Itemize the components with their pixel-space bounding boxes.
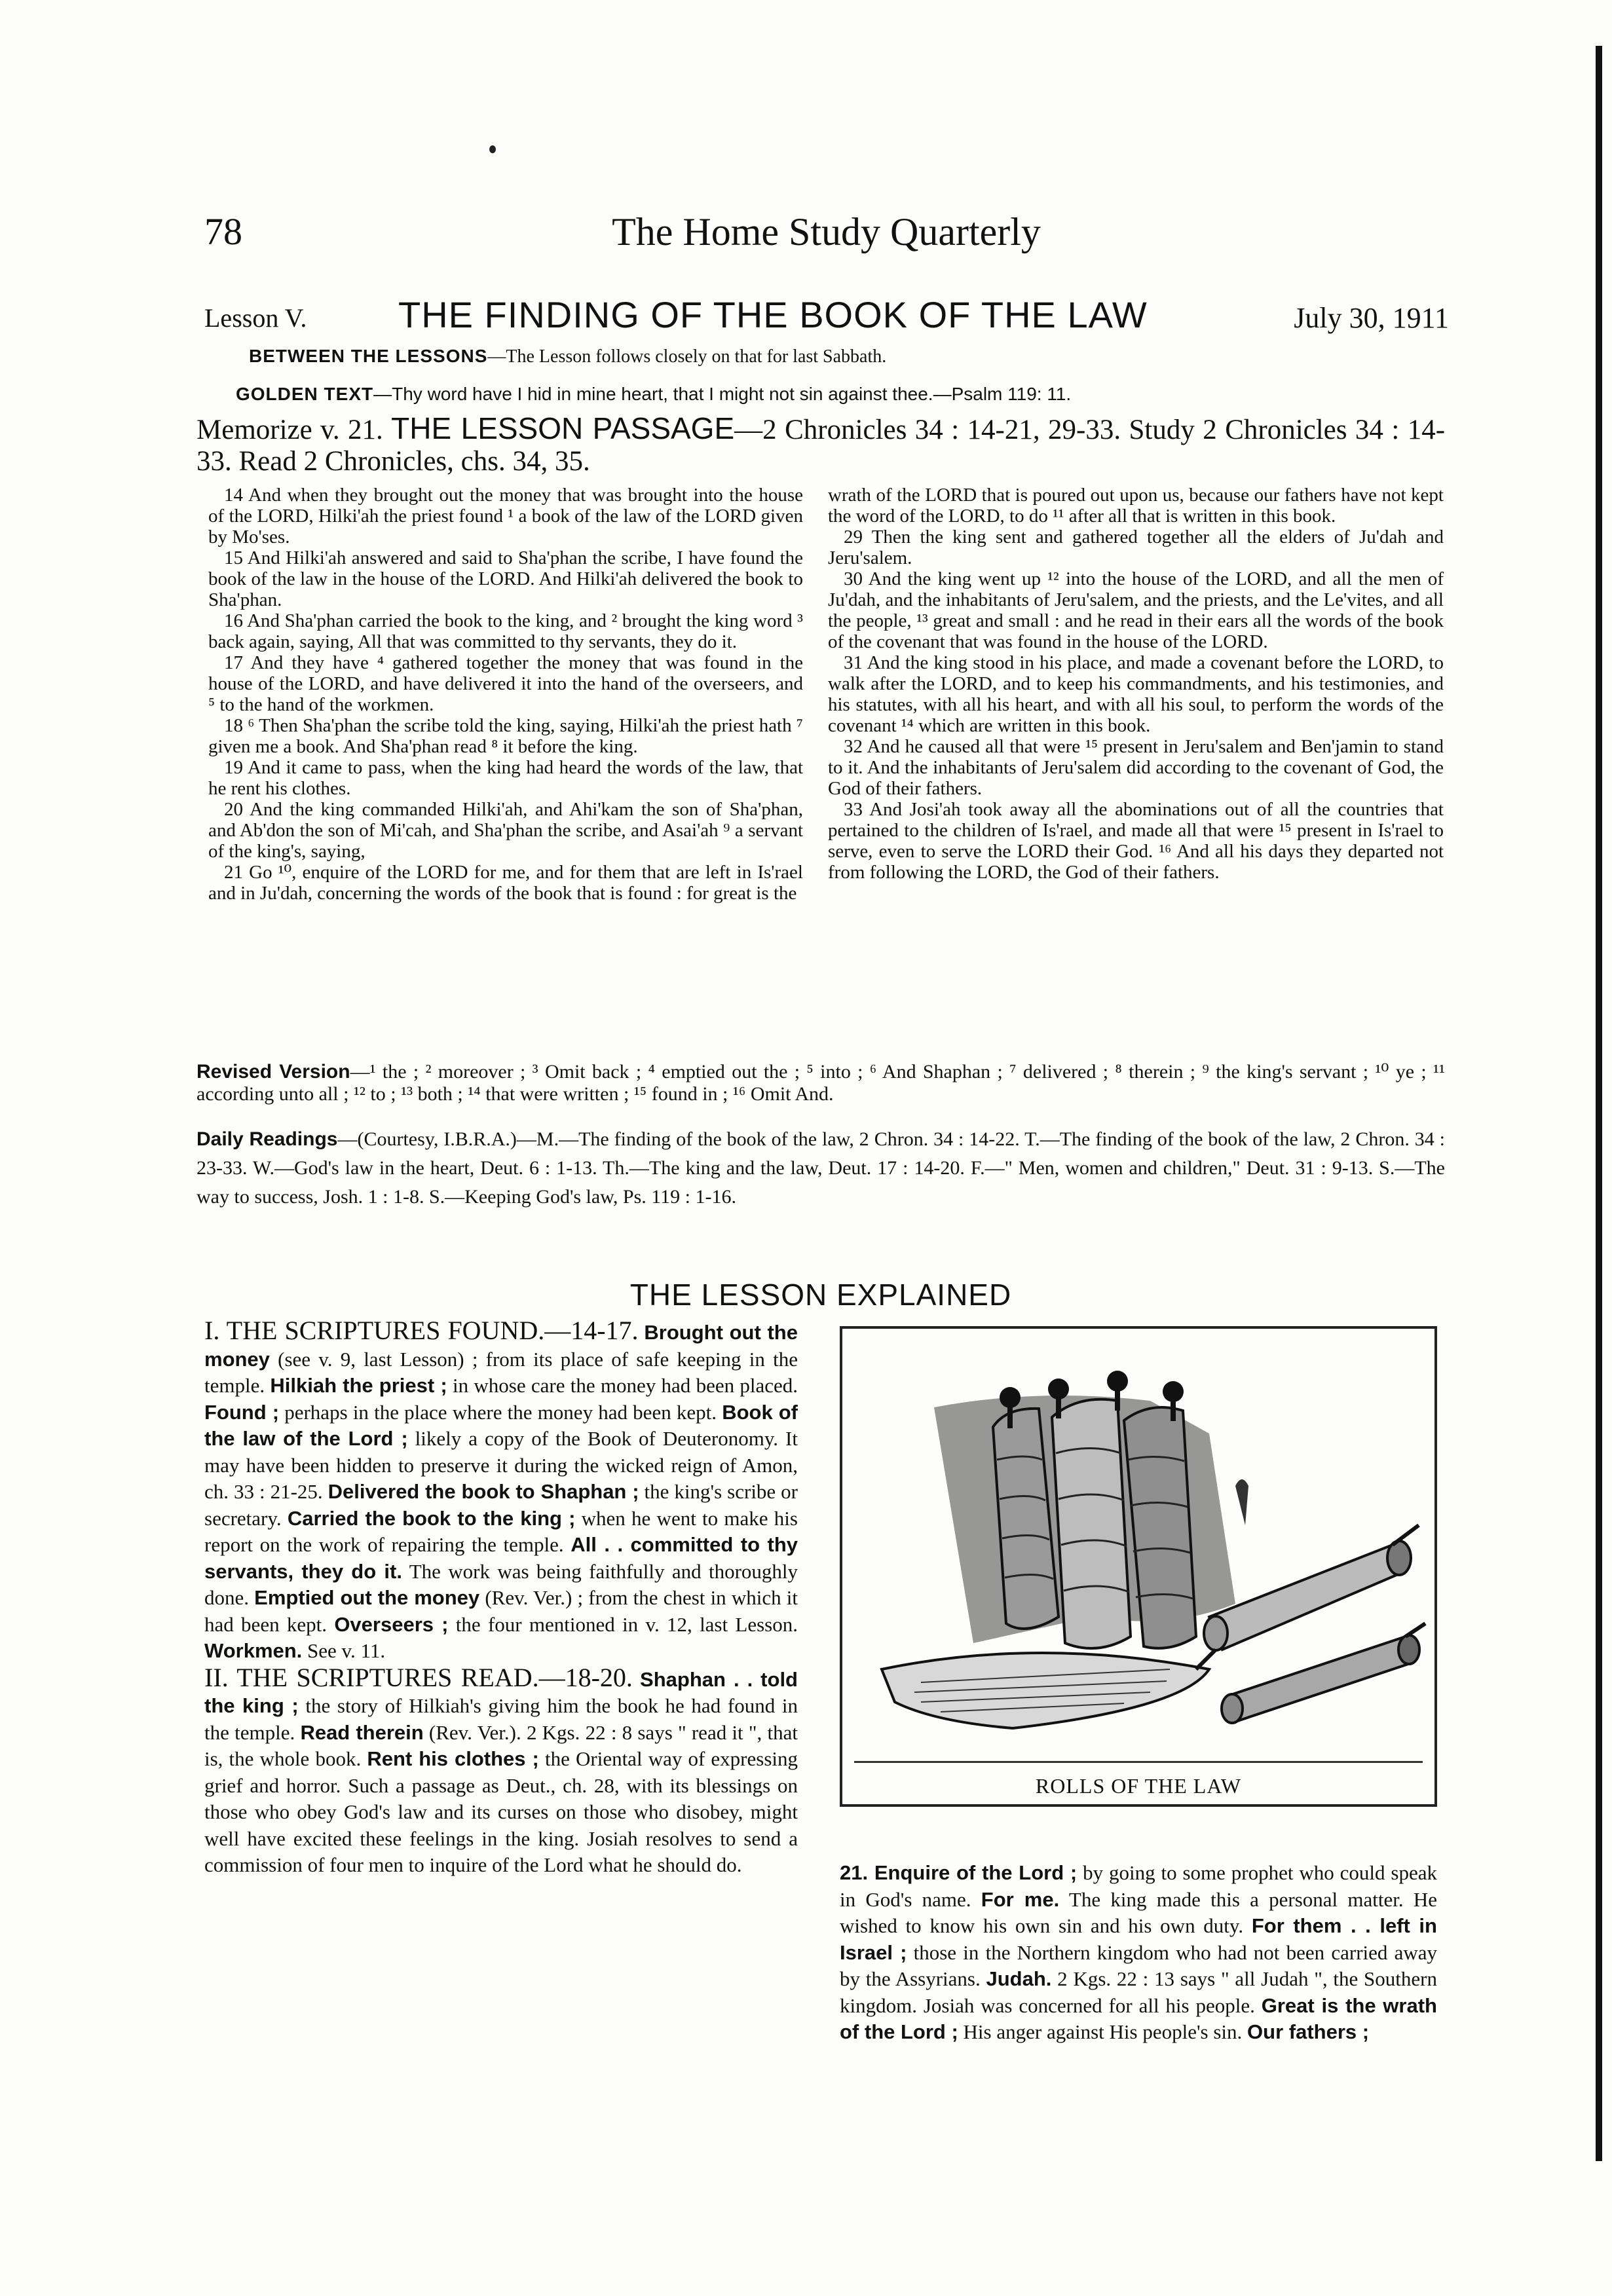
verse: 15 And Hilki'ah answered and said to Sha'phan the scribe, I have found the book of the law in the house of the LORD. And Hilki'ah delivered the book to Sha'phan. [208,547,803,610]
revised-version-text: —¹ the ; ² moreover ; ³ Omit back ; ⁴ emptied out the ; ⁵ into ; ⁶ And Shaphan ; ⁷ delivered ; ⁸ therein ; ⁹ the king's servant ; ¹⁰ ye ; ¹¹ according unto all ; ¹² to ; ¹³ both ; ¹⁴ that were written ; ¹⁵ found in ; ¹⁶ Omit And. [197,1061,1445,1105]
note-keyword: Found ; [204,1400,280,1424]
note-text: (Rev. Ver.) ; from the chest in which it had been kept. [204,1586,798,1636]
note-keyword: Overseers ; [334,1612,449,1636]
rolls-of-the-law-figure [840,1326,1437,1807]
figure-caption: ROLLS OF THE LAW [1035,1774,1242,1798]
note-keyword: Carried the book to the king ; [287,1506,576,1530]
caption-rule [854,1761,1423,1763]
note-keyword: Rent his clothes ; [367,1747,539,1770]
note-text: The king made this a personal matter. He wished to know his own sin and his own duty. [840,1887,1437,1937]
scroll-illustration [842,1329,1434,1761]
note-text: in whose care the money had been placed. [447,1374,798,1397]
section-scriptures-read [204,1662,798,1879]
verse: 16 And Sha'phan carried the book to the king, and ² brought the king word ³ back again, saying, All that was committed to thy servants, they do it. [208,610,803,652]
revised-version-label: Revised Version [197,1061,350,1083]
lesson-explained-heading: THE LESSON EXPLAINED [629,1278,1012,1312]
page-number: 78 [204,210,242,253]
golden-label: GOLDEN TEXT [236,384,374,404]
lesson-number: Lesson V. [204,303,307,333]
note-keyword: Great is the wrath of the Lord ; [840,1993,1437,2043]
running-title: The Home Study Quarterly [612,210,1041,253]
lesson-date: July 30, 1911 [1294,302,1449,334]
between-text: —The Lesson follows closely on that for last Sabbath. [487,346,887,367]
binding-edge-shadow [1596,46,1602,2161]
verse: 31 And the king stood in his place, and made a covenant before the LORD, to walk after the LORD, and to keep his commandments, and his testimonies, and his statutes, with all his heart, and with all his soul, to perform the words of the covenant ¹⁴ which are written in this book. [828,652,1444,736]
note-text: when he went to make his report on the work of repairing the temple. [204,1506,798,1556]
note-keyword: Brought out the money [204,1321,798,1371]
note-text: (Rev. Ver.). 2 Kgs. 22 : 8 says " read it ", that is, the whole book. [204,1720,798,1770]
verse: 32 And he caused all that were ¹⁵ present in Jeru'salem and Ben'jamin to stand to it. And the inhabitants of Jeru'salem did according to the covenant of God, the God of their fathers. [828,736,1444,799]
note-keyword: Hilkiah the priest ; [270,1374,447,1397]
right-column-body [840,1861,1437,2043]
passage-column-left [208,485,803,904]
note-text: (see v. 9, last Lesson) ; from its place of safe keeping in the temple. [204,1347,798,1397]
ink-speck [489,145,496,153]
note-keyword: All . . committed to thy servants, they do it. [204,1533,798,1583]
explanation-column-right [840,1860,1437,2046]
note-text: the four mentioned in v. 12, last Lesson. [448,1612,798,1636]
verse: 33 And Josi'ah took away all the abominations out of all the countries that pertained to the children of Is'rael, and made all that were ¹⁵ present in Is'rael to serve, even to serve the LORD their God. ¹⁶ And all his days they departed not from following the LORD, the God of their fathers. [828,799,1444,883]
note-keyword: Our fathers ; [1247,2020,1370,2043]
note-text: See v. 11. [302,1639,386,1662]
section-body [204,1668,798,1877]
lesson-title: THE FINDING OF THE BOOK OF THE LAW [398,294,1148,335]
note-keyword: Read therein [300,1720,424,1744]
between-the-lessons [249,346,1362,367]
golden-body: —Thy word have I hid in mine heart, that I might not sin against thee.—Psalm 119: 11. [373,384,1072,404]
note-text: perhaps in the place where the money had been kept. [279,1400,722,1424]
note-keyword: Judah. [986,1967,1052,1990]
note-keyword: Book of the law of the Lord ; [204,1400,798,1450]
note-text: by going to some prophet who could speak in God's name. [840,1861,1437,1911]
revised-version-notes [197,1061,1445,1105]
note-text: the story of Hilkiah's giving him the book he had found in the temple. [204,1694,798,1744]
section-heading: I. THE SCRIPTURES FOUND.—14-17. [204,1316,639,1345]
note-keyword: For them . . left in Israel ; [840,1914,1437,1964]
note-text: the Oriental way of expressing grief and horror. Such a passage as Deut., ch. 28, with its blessings on those who obey God's law and its curses on those who disobey, might well have excited these feelings in the king. Josiah resolves to send a commission of four men to inquire of the Lord what he should do. [204,1747,798,1876]
note-keyword: Emptied out the money [254,1586,480,1609]
daily-readings-label: Daily Readings [197,1128,338,1150]
section-heading: II. THE SCRIPTURES READ.—18-20. [204,1662,633,1692]
note-keyword: 21. Enquire of the Lord ; [840,1861,1078,1884]
note-keyword: For me. [981,1887,1060,1911]
verse: 30 And the king went up ¹² into the house of the LORD, and all the men of Ju'dah, and the inhabitants of Jeru'salem, and the priests, and the Le'vites, and all the people, ¹³ great and small : and he read in their ears all the words of the book of the covenant that was found in the house of the LORD. [828,568,1444,652]
lesson-passage-label: THE LESSON PASSAGE [391,411,735,445]
lesson-heading [204,293,1449,335]
note-keyword: Shaphan . . told the king ; [204,1667,798,1717]
verse: 29 Then the king sent and gathered together all the elders of Ju'dah and Jeru'salem. [828,527,1444,568]
note-keyword: Workmen. [204,1639,303,1662]
between-label: BETWEEN THE LESSONS [249,346,488,366]
verse: 14 And when they brought out the money that was brought into the house of the LORD, Hilki'ah the priest found ¹ a book of the law of the LORD given by Mo'ses. [208,485,803,547]
golden-text [236,384,1415,405]
note-text: those in the Northern kingdom who had not been carried away by the Assyrians. [840,1940,1438,1990]
lesson-passage-heading [197,413,1445,477]
verse: 18 ⁶ Then Sha'phan the scribe told the king, saying, Hilki'ah the priest hath ⁷ given me a book. And Sha'phan read ⁸ it before the king. [208,715,803,757]
verse: 21 Go ¹⁰, enquire of the LORD for me, and for them that are left in Is'rael and in Ju'dah, concerning the words of the book that is found : for great is the [208,862,803,904]
verse: 17 And they have ⁴ gathered together the money that was found in the house of the LORD, and have delivered it into the hand of the overseers, and ⁵ to the hand of the workmen. [208,652,803,715]
verse: 19 And it came to pass, when the king had heard the words of the law, that he rent his clothes. [208,757,803,799]
running-header [204,210,1448,262]
daily-readings-text: —(Courtesy, I.B.R.A.)—M.—The finding of the book of the law, 2 Chron. 34 : 14-22. T.—The finding of the book of the law, 2 Chron. 34 : 23-33. W.—God's law in the heart, Deut. 6 : 1-13. Th.—The king and the law, Deut. 17 : 14-20. F.—" Men, women and children," Deut. 31 : 9-13. S.—The way to success, Josh. 1 : 1-8. S.—Keeping God's law, Ps. 119 : 1-16. [197,1128,1445,1208]
section-body [204,1321,798,1662]
explanation-column-left [204,1318,798,1879]
note-text: 2 Kgs. 22 : 13 says " all Judah ", the Southern kingdom. Josiah was concerned for all his people. [840,1967,1437,2017]
lesson-passage-text: —2 Chronicles 34 : 14-21, 29-33. Study 2 Chronicles 34 : 14-33. Read 2 Chronicles, chs. 34, 35. [197,415,1446,477]
passage-column-right [828,485,1444,883]
note-text: The work was being faithfully and thoroughly done. [204,1559,798,1609]
verse: wrath of the LORD that is poured out upon us, because our fathers have not kept the word of the LORD, to do ¹¹ after all that is written in this book. [828,485,1444,527]
note-text: His anger against His people's sin. [958,2020,1248,2043]
note-text: the king's scribe or secretary. [204,1480,798,1530]
daily-readings [197,1125,1445,1212]
note-keyword: Delivered the book to Shaphan ; [328,1480,639,1503]
verse: 20 And the king commanded Hilki'ah, and Ahi'kam the son of Sha'phan, and Ab'don the son of Mi'cah, and Sha'phan the scribe, and Asai'ah ⁹ a servant of the king's, saying, [208,799,803,862]
section-scriptures-found [204,1318,798,1665]
note-text: likely a copy of the Book of Deuteronomy. It may have been hidden to preserve it during the wicked reign of Amon, ch. 33 : 21-25. [204,1427,798,1503]
memorize-prefix: Memorize v. 21. [197,415,383,445]
